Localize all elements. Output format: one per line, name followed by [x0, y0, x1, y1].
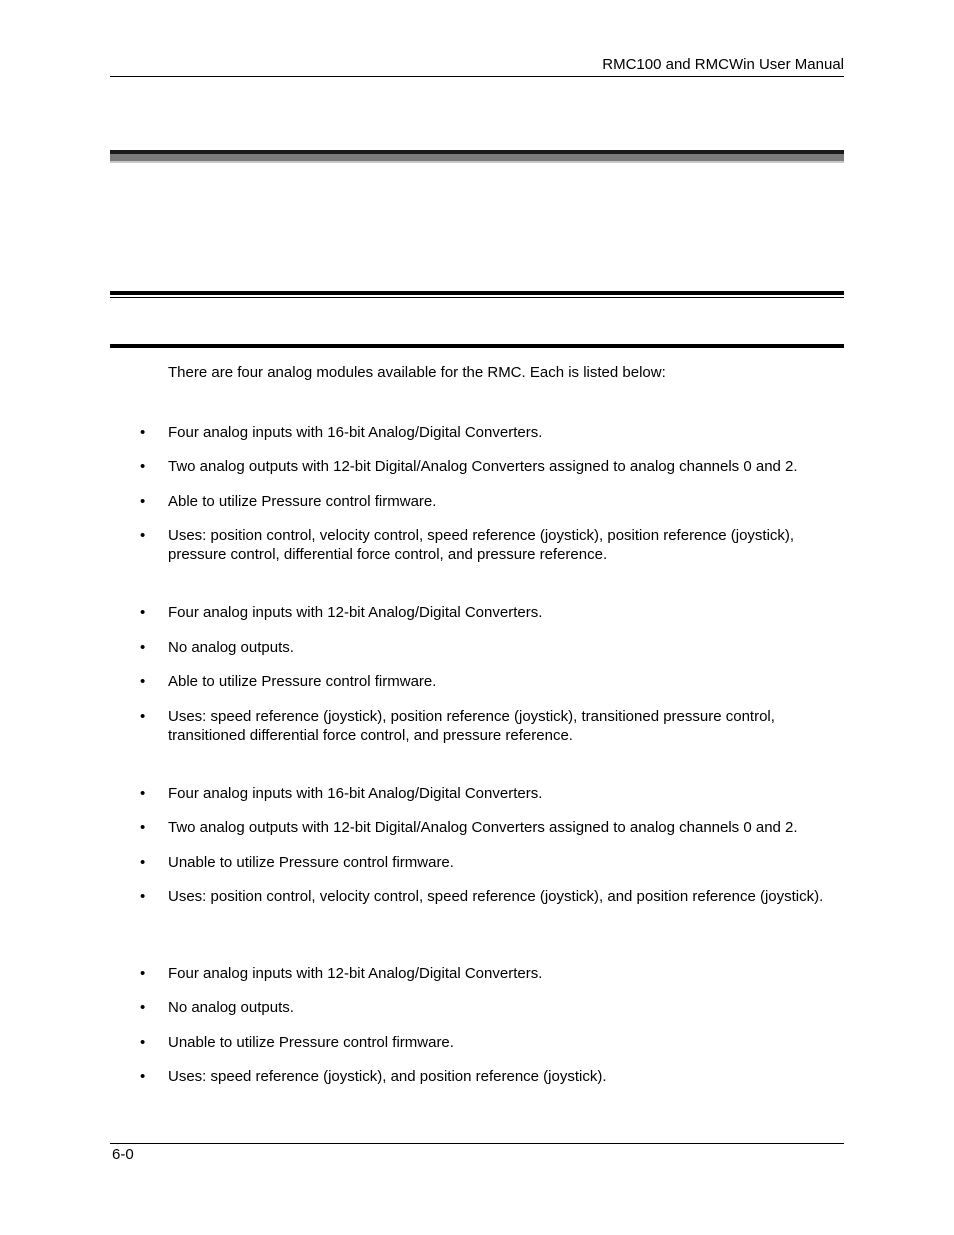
running-header: RMC100 and RMCWin User Manual [602, 56, 844, 73]
section-double-rule-thin [110, 297, 844, 298]
list-item-text: Four analog inputs with 16-bit Analog/Digital Converters. [168, 424, 543, 441]
list-item-text: Able to utilize Pressure control firmware. [168, 493, 437, 510]
subsection-rule [110, 344, 844, 348]
list-item-text: Four analog inputs with 16-bit Analog/Digital Converters. [168, 785, 543, 802]
list-item [140, 853, 844, 872]
list-item-text: Four analog inputs with 12-bit Analog/Digital Converters. [168, 604, 543, 621]
list-item [140, 423, 844, 442]
list-item [140, 998, 844, 1017]
list-item-text: Four analog inputs with 12-bit Analog/Digital Converters. [168, 965, 543, 982]
bullet-dot-icon: • [140, 965, 146, 982]
list-item-text: Two analog outputs with 12-bit Digital/Analog Converters assigned to analog channels 0 and 2. [168, 819, 798, 836]
intro-paragraph: There are four analog modules available for the RMC. Each is listed below: [168, 364, 666, 381]
list-item-text: Uses: position control, velocity control, speed reference (joystick), position reference (joystick), pressure control, differential force control, and pressure reference. [168, 527, 795, 563]
bullet-dot-icon: • [140, 424, 146, 441]
list-item [140, 638, 844, 657]
bullet-dot-icon: • [140, 673, 146, 690]
bullet-dot-icon: • [140, 493, 146, 510]
bullet-dot-icon: • [140, 708, 146, 725]
list-item-text: No analog outputs. [168, 999, 294, 1016]
bullet-dot-icon: • [140, 604, 146, 621]
list-item [140, 784, 844, 803]
chapter-band-light [110, 161, 844, 163]
list-item-text: Two analog outputs with 12-bit Digital/Analog Converters assigned to analog channels 0 and 2. [168, 458, 798, 475]
bullet-dot-icon: • [140, 819, 146, 836]
list-item-text: Unable to utilize Pressure control firmware. [168, 1034, 454, 1051]
bullet-dot-icon: • [140, 785, 146, 802]
bullet-dot-icon: • [140, 639, 146, 656]
bullet-dot-icon: • [140, 999, 146, 1016]
list-item-text: Uses: position control, velocity control, speed reference (joystick), and position reference (joystick). [168, 888, 824, 905]
list-item [140, 818, 844, 837]
page-number: 6-0 [112, 1146, 134, 1163]
bullet-dot-icon: • [140, 854, 146, 871]
list-item-text: Uses: speed reference (joystick), position reference (joystick), transitioned pressure control, transitioned differential force control, and pressure reference. [168, 708, 775, 744]
list-item [140, 672, 844, 691]
bullet-dot-icon: • [140, 1068, 146, 1085]
list-item [140, 964, 844, 983]
list-item [140, 887, 844, 906]
chapter-band-grey [110, 154, 844, 161]
list-item [140, 492, 844, 511]
list-item-text: Uses: speed reference (joystick), and position reference (joystick). [168, 1068, 607, 1085]
bullet-dot-icon: • [140, 458, 146, 475]
bullet-dot-icon: • [140, 888, 146, 905]
header-rule [110, 76, 844, 77]
list-item [140, 707, 844, 745]
list-item-text: Able to utilize Pressure control firmware. [168, 673, 437, 690]
list-item [140, 457, 844, 476]
list-item [140, 1067, 844, 1086]
bullet-dot-icon: • [140, 527, 146, 544]
section-double-rule-thick [110, 291, 844, 295]
list-item [140, 603, 844, 622]
list-item-text: Unable to utilize Pressure control firmware. [168, 854, 454, 871]
list-item-text: No analog outputs. [168, 639, 294, 656]
list-item [140, 526, 844, 564]
bullet-dot-icon: • [140, 1034, 146, 1051]
list-item [140, 1033, 844, 1052]
footer-rule [110, 1143, 844, 1144]
